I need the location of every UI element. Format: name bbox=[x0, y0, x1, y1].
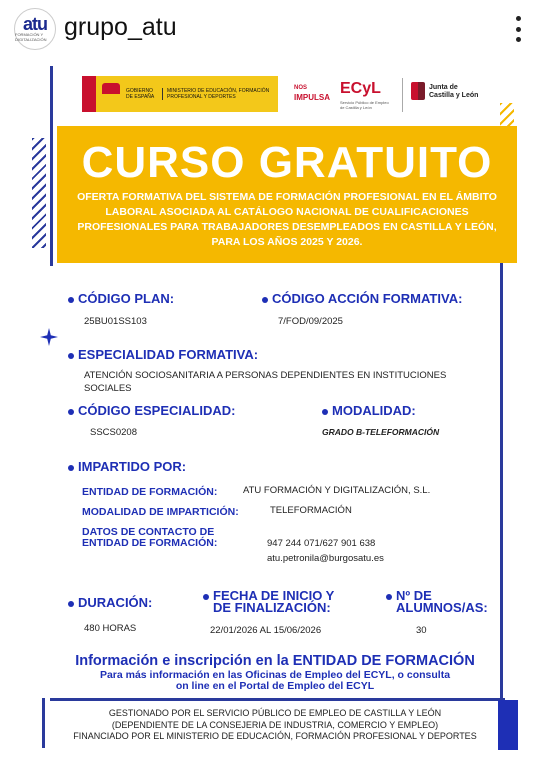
avatar-subtitle: FORMACIÓN Y DIGITALIZACIÓN bbox=[15, 32, 47, 42]
ecyl-subtitle: Servicio Público de Empleo de Castilla y León bbox=[340, 100, 389, 110]
footer-line: FINANCIADO POR EL MINISTERIO DE EDUCACIÓN, FORMACIÓN PROFESIONAL Y DEPORTES bbox=[73, 731, 477, 741]
jcyl-label: Junta de Castilla y León bbox=[429, 84, 479, 99]
codigo-plan-value: 25BU01SS103 bbox=[84, 316, 147, 327]
coat-of-arms-icon bbox=[102, 83, 120, 105]
more-vertical-icon[interactable] bbox=[510, 14, 526, 44]
jcyl-shield-icon bbox=[411, 82, 425, 100]
entidad-label: ENTIDAD DE FORMACIÓN: bbox=[82, 486, 218, 498]
bullet-icon bbox=[203, 594, 209, 600]
entidad-value: ATU FORMACIÓN Y DIGITALIZACIÓN, S.L. bbox=[243, 485, 431, 496]
avatar[interactable] bbox=[14, 8, 56, 50]
bullet-icon bbox=[322, 409, 328, 415]
sparkle-icon bbox=[40, 328, 58, 346]
info-subtitle-line: Para más información en las Oficinas de Empleo del ECYL, o consulta bbox=[99, 669, 451, 681]
impartido-label: IMPARTIDO POR: bbox=[68, 459, 186, 474]
banner-title: CURSO GRATUITO bbox=[81, 138, 493, 187]
ecyl-logo: ECyL bbox=[340, 80, 381, 97]
contacto-label-2: ENTIDAD DE FORMACIÓN: bbox=[82, 537, 218, 549]
course-banner bbox=[57, 126, 517, 263]
footer-line: (DEPENDIENTE DE LA CONSEJERIA DE INDUSTRIA, COMERCIO Y EMPLEO) bbox=[111, 719, 439, 730]
username-link[interactable]: grupo_atu bbox=[64, 13, 177, 41]
codigo-accion-value: 7/FOD/09/2025 bbox=[278, 316, 343, 327]
bullet-icon bbox=[386, 594, 392, 600]
alumnos-label-2: ALUMNOS/AS: bbox=[396, 600, 488, 615]
footer-text bbox=[60, 708, 490, 743]
email-value: atu.petronila@burgosatu.es bbox=[267, 553, 384, 564]
avatar-logo: atu bbox=[23, 14, 47, 34]
nos-label: NOS bbox=[294, 85, 308, 91]
especialidad-value: ATENCIÓN SOCIOSANITARIA A PERSONAS DEPENDIENTES EN INSTITUCIONES SOCIALES bbox=[84, 370, 447, 394]
frame-line bbox=[42, 698, 45, 748]
alumnos-value: 30 bbox=[416, 625, 427, 636]
post-header bbox=[0, 0, 550, 58]
info-subtitle bbox=[60, 670, 490, 692]
bullet-icon bbox=[68, 297, 74, 303]
impulsa-label: IMPULSA bbox=[294, 93, 330, 102]
modalidad-imparticion-value: TELEFORMACIÓN bbox=[270, 505, 352, 516]
contacto-label-1: DATOS DE CONTACTO DE bbox=[82, 526, 215, 538]
especialidad-label: ESPECIALIDAD FORMATIVA: bbox=[68, 347, 258, 362]
telefonos-value: 947 244 071/627 901 638 bbox=[267, 538, 376, 549]
decorative-stripes bbox=[32, 138, 46, 248]
info-subtitle-line: on line en el Portal de Empleo del ECYL bbox=[175, 680, 375, 692]
codigo-plan-label: CÓDIGO PLAN: bbox=[68, 291, 174, 306]
modalidad-value: GRADO B-TELEFORMACIÓN bbox=[322, 427, 440, 437]
duracion-label: DURACIÓN: bbox=[68, 595, 152, 610]
modalidad-imparticion-label: MODALIDAD DE IMPARTICIÓN: bbox=[82, 506, 239, 518]
nos-impulsa-logo bbox=[294, 84, 330, 102]
alumnos-label-1: Nº DE bbox=[386, 588, 432, 603]
bullet-icon bbox=[262, 297, 268, 303]
frame-line bbox=[50, 66, 53, 266]
frame-line bbox=[50, 698, 505, 701]
footer-line: GESTIONADO POR EL SERVICIO PÚBLICO DE EMPLEO DE CASTILLA Y LEÓN bbox=[108, 708, 442, 718]
junta-cyl-logo bbox=[402, 78, 479, 112]
codigo-accion-label: CÓDIGO ACCIÓN FORMATIVA: bbox=[262, 291, 462, 306]
banner-description: OFERTA FORMATIVA DEL SISTEMA DE FORMACIÓN PROFESIONAL EN EL ÁMBITO LABORAL ASOCIADA AL CATÁLOGO NACIONAL DE CUALIFICACIONES PROFESIONALES PARA TRABAJADORES DESEMPLEADOS EN CASTILLA Y LEÓN, PARA LOS AÑOS 2025 Y 2026. bbox=[77, 191, 497, 248]
gobierno-espana-logo bbox=[82, 76, 278, 112]
modalidad-label: MODALIDAD: bbox=[322, 403, 416, 418]
bullet-icon bbox=[68, 465, 74, 471]
gobierno-label: GOBIERNO DE ESPAÑA bbox=[126, 88, 155, 100]
fecha-label-1: FECHA DE INICIO Y bbox=[203, 588, 334, 603]
fechas-value: 22/01/2026 AL 15/06/2026 bbox=[210, 625, 322, 636]
codigo-especialidad-value: SSCS0208 bbox=[90, 427, 138, 438]
post-image bbox=[0, 58, 550, 768]
duracion-value: 480 HORAS bbox=[84, 623, 137, 634]
decorative-block bbox=[498, 700, 518, 750]
bullet-icon bbox=[68, 409, 74, 415]
codigo-especialidad-label: CÓDIGO ESPECIALIDAD: bbox=[68, 403, 235, 418]
bullet-icon bbox=[68, 601, 74, 607]
ministerio-label: MINISTERIO DE EDUCACIÓN, FORMACIÓN PROFESIONAL Y DEPORTES bbox=[162, 88, 277, 100]
fecha-label-2: DE FINALIZACIÓN: bbox=[213, 600, 331, 615]
bullet-icon bbox=[68, 353, 74, 359]
info-title: Información e inscripción en la ENTIDAD DE FORMACIÓN bbox=[75, 653, 475, 669]
